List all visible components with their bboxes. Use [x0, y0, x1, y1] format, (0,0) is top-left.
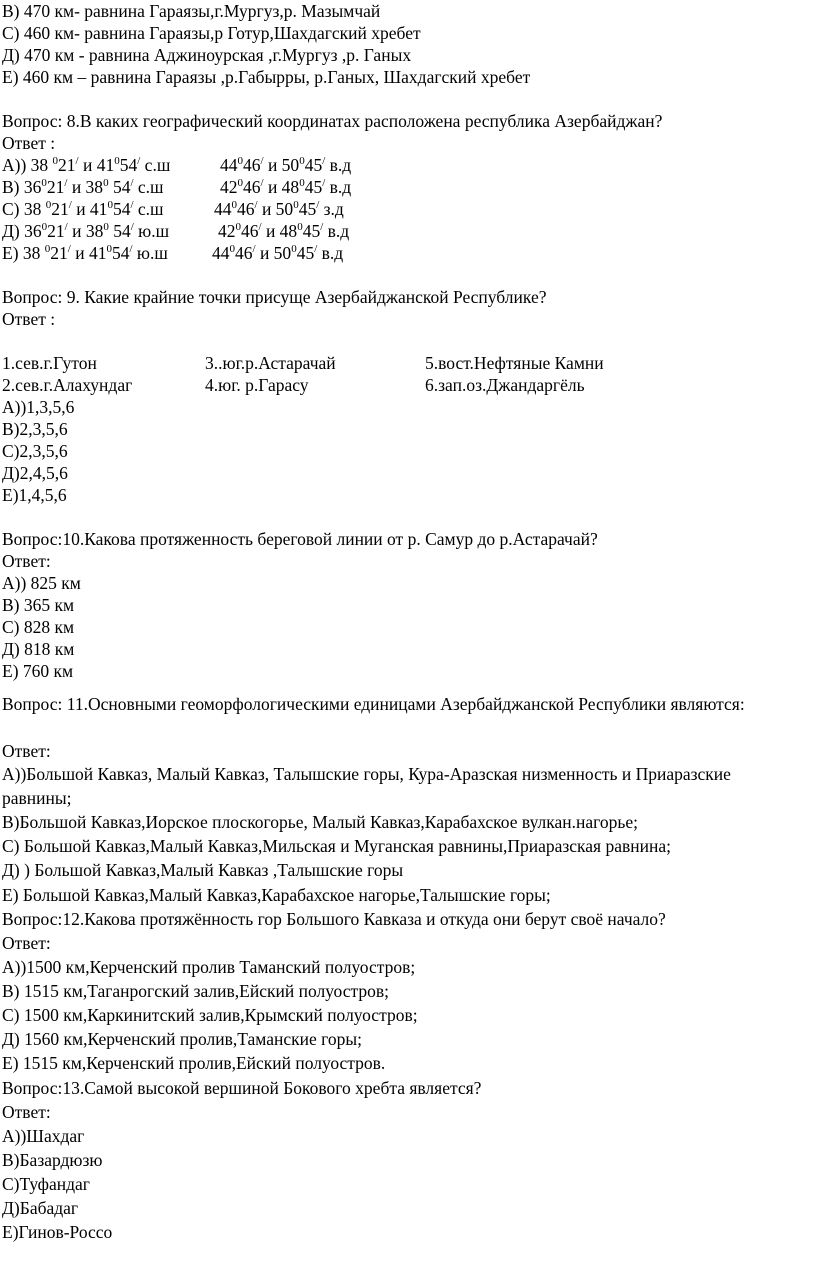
q13-option-a: А))Шахдаг [2, 1126, 85, 1146]
q8-option-d: Д) $36^021^/$ и $38^0$ 54/ ю.ш $42^046^/$ и $48^045^/$ в.д [2, 221, 350, 241]
q9-points-row-2 [2, 374, 802, 396]
q11-option-a-cont: равнины; [2, 788, 72, 808]
q11-option-b: В)Большой Кавказ,Иорское плоскогорье, Малый Кавказ,Карабахское вулкан.нагорье; [2, 812, 639, 832]
q9-answer-label: Ответ : [2, 309, 56, 329]
q8-option-c: С) 38 $^0$21/ и $41^054^/$ с.ш $44^046^/$ и $50^045^/$ з.д [2, 199, 344, 219]
q12-option-b: В) 1515 км,Таганрогский залив,Ейский полуостров; [2, 981, 389, 1001]
q10-question: Вопрос:10.Какова протяженность береговой линии от р. Самур до р.Астарачай? [2, 529, 598, 549]
q8-option-a: А)) 38 $^0$21/ и $41^054^/$ с.ш $44^046^/$ и $50^045^/$ в.д [2, 155, 352, 175]
q9-point-5: 5.вост.Нефтяные Камни [425, 353, 604, 373]
q13-option-b: В)Базардюзю [2, 1150, 103, 1170]
q13-answer-label: Ответ: [2, 1102, 51, 1122]
q9-point-2: 2.сев.г.Алахундаг [2, 375, 133, 395]
q12-option-a: А))1500 км,Керченский пролив Таманский полуостров; [2, 957, 416, 977]
q9-option-e: Е)1,4,5,6 [2, 485, 67, 505]
q9-points-row-1 [2, 352, 802, 374]
q10-option-d: Д) 818 км [2, 639, 75, 659]
q9-option-b: В)2,3,5,6 [2, 419, 68, 439]
q13-option-e: Е)Гинов-Россо [2, 1222, 113, 1242]
q9-option-c: С)2,3,5,6 [2, 441, 68, 461]
q8-question: Вопрос: 8.В каких географический координатах расположена республика Азербайджан? [2, 111, 663, 131]
q11-option-a: А))Большой Кавказ, Малый Кавказ, Талышские горы, Кура-Аразская низменность и Приаразские [2, 764, 731, 784]
q11-option-c: С) Большой Кавказ,Малый Кавказ,Мильская и Муганская равнины,Приаразская равнина; [2, 836, 671, 856]
q7-option-d: Д) 470 км - равнина Аджиноурская ,г.Мургуз ,р. Ганых [2, 45, 412, 65]
q8-answer-label: Ответ : [2, 133, 56, 153]
q9-point-3: 3..юг.р.Астарачай [205, 353, 336, 373]
q13-option-d: Д)Бабадаг [2, 1198, 79, 1218]
q9-question: Вопрос: 9. Какие крайние точки присуще Азербайджанской Республике? [2, 287, 547, 307]
q10-answer-label: Ответ: [2, 551, 51, 571]
q9-point-1: 1.сев.г.Гутон [2, 353, 97, 373]
q10-option-e: Е) 760 км [2, 661, 74, 681]
q11-answer-label: Ответ: [2, 741, 51, 761]
q7-option-c: С) 460 км- равнина Гараязы,р Готур,Шахдагский хребет [2, 23, 421, 43]
q9-point-4: 4.юг. р.Гарасу [205, 375, 309, 395]
q9-point-6: 6.зап.оз.Джандаргёль [425, 375, 585, 395]
q13-question: Вопрос:13.Самой высокой вершиной Бокового хребта является? [2, 1078, 482, 1098]
q12-question: Вопрос:12.Какова протяжённость гор Большого Кавказа и откуда они берут своё начало? [2, 909, 666, 929]
q12-option-c: С) 1500 км,Каркинитский залив,Крымский полуостров; [2, 1005, 418, 1025]
q11-option-d: Д) ) Большой Кавказ,Малый Кавказ ,Талышские горы [2, 860, 404, 880]
q11-option-e: Е) Большой Кавказ,Малый Кавказ,Карабахское нагорье,Талышские горы; [2, 885, 551, 905]
q10-option-b: В) 365 км [2, 595, 75, 615]
q7-option-e: Е) 460 км – равнина Гараязы ,р.Габырры, р.Ганых, Шахдагский хребет [2, 67, 531, 87]
q9-option-a: А))1,3,5,6 [2, 397, 75, 417]
q10-option-c: С) 828 км [2, 617, 75, 637]
q12-option-d: Д) 1560 км,Керченский пролив,Таманские горы; [2, 1029, 362, 1049]
q11-question: Вопрос: 11.Основными геоморфологическими единицами Азербайджанской Республики являются: [2, 694, 745, 714]
q12-option-e: Е) 1515 км,Керченский пролив,Ейский полуостров. [2, 1053, 386, 1073]
q13-option-c: С)Туфандаг [2, 1174, 90, 1194]
q9-option-d: Д)2,4,5,6 [2, 463, 68, 483]
q8-option-b: В) $36^021^/$ и $38^0$ 54/ с.ш $42^046^/$ и $48^045^/$ в.д [2, 177, 352, 197]
q10-option-a: А)) 825 км [2, 573, 81, 593]
q12-answer-label: Ответ: [2, 933, 51, 953]
q7-option-b: В) 470 км- равнина Гараязы,г.Мургуз,р. Мазымчай [2, 1, 381, 21]
q8-option-e: Е) 38 $^0$21/ и $41^054^/$ ю.ш $44^046^/$ и $50^045^/$ в.д [2, 243, 344, 263]
